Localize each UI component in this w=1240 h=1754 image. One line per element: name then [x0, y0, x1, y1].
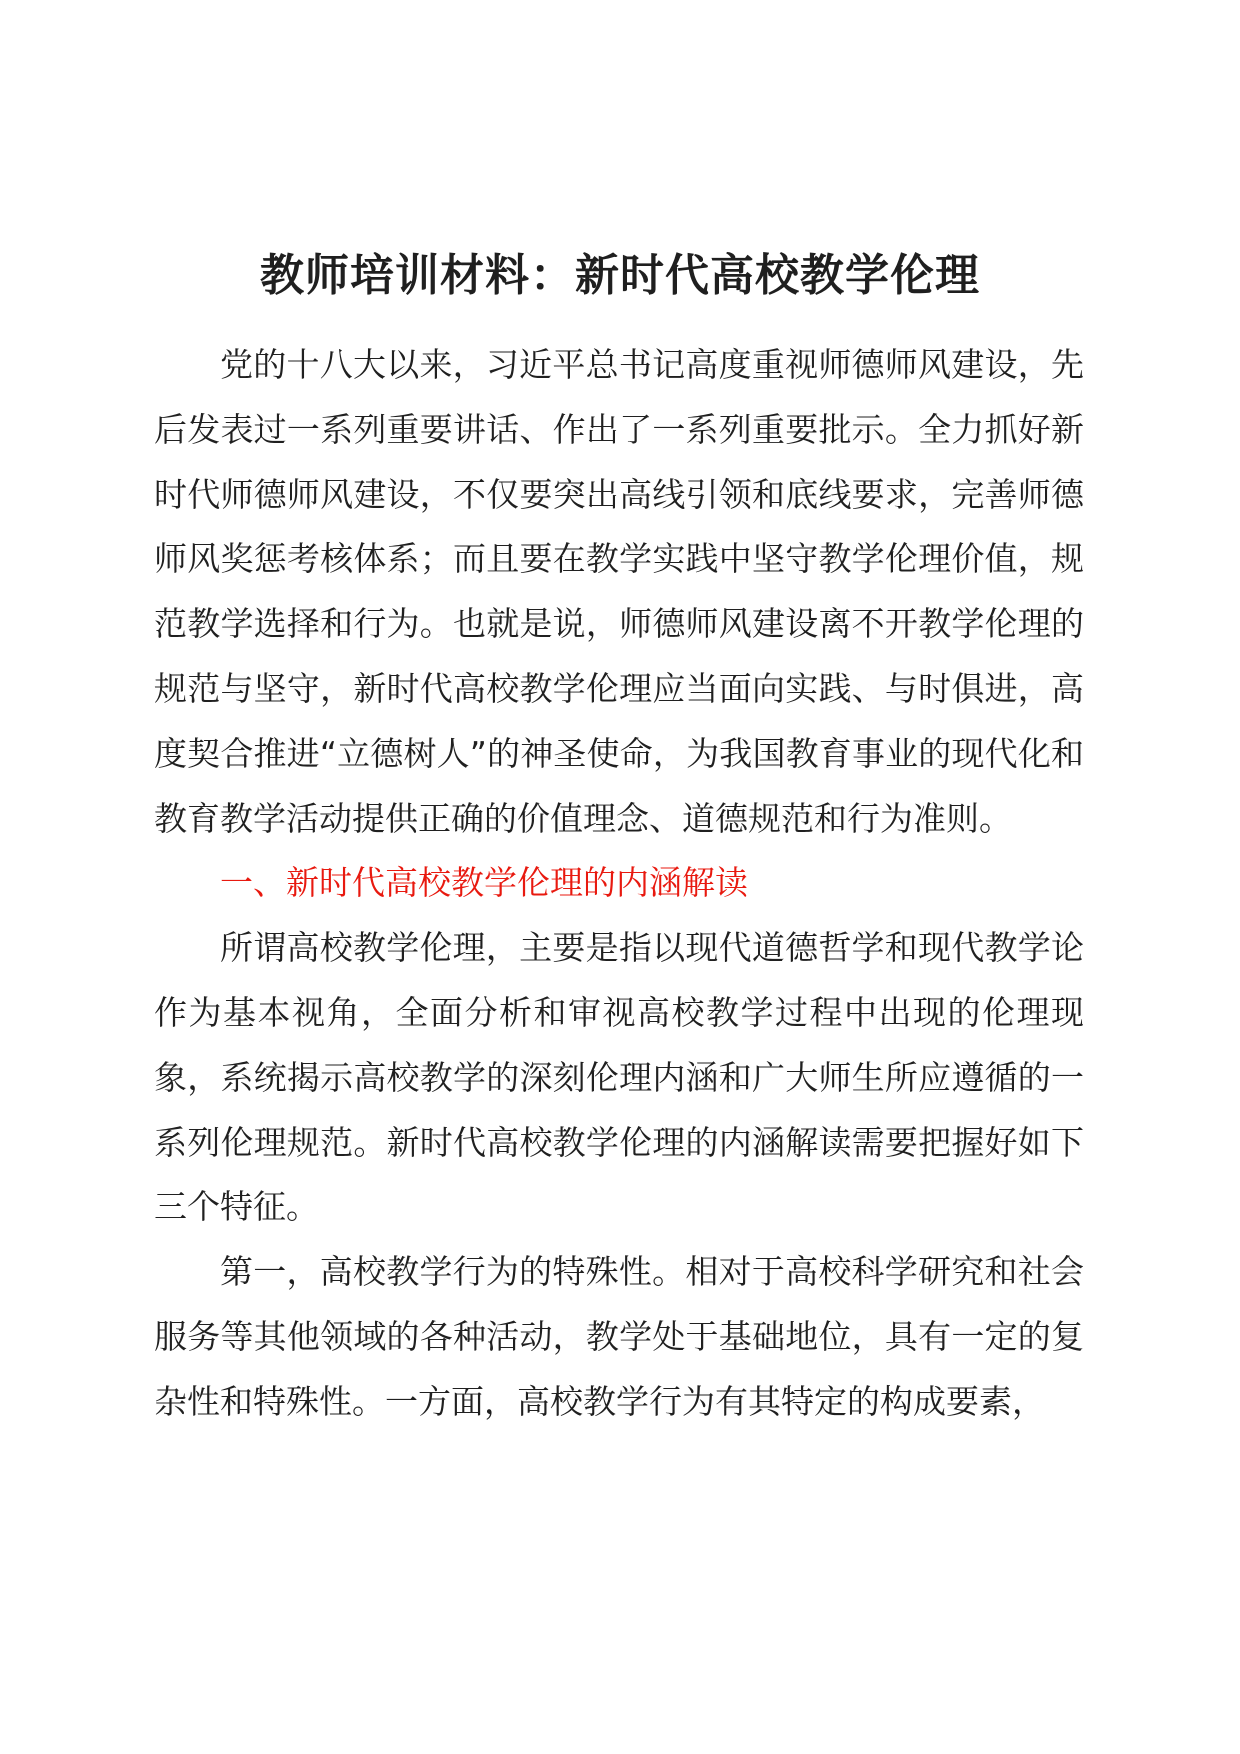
document-body [154, 333, 1084, 1435]
paragraph-intro: 党的十八大以来，习近平总书记高度重视师德师风建设，先后发表过一系列重要讲话、作出了一系列重要批示。全力抓好新时代师德师风建设，不仅要突出高线引领和底线要求，完善师德师风奖惩考核体系；而且要在教学实践中坚守教学伦理价值，规范教学选择和行为。也就是说，师德师风建设离不开教学伦理的规范与坚守，新时代高校教学伦理应当面向实践、与时俱进，高度契合推进“立德树人”的神圣使命，为我国教育事业的现代化和教育教学活动提供正确的价值理念、道德规范和行为准则。 [154, 345, 1084, 838]
paragraph-definition: 所谓高校教学伦理，主要是指以现代道德哲学和现代教学论作为基本视角，全面分析和审视高校教学过程中出现的伦理现象，系统揭示高校教学的深刻伦理内涵和广大师生所应遵循的一系列伦理规范。新时代高校教学伦理的内涵解读需要把握好如下三个特征。 [154, 928, 1084, 1227]
section-heading: 一、新时代高校教学伦理的内涵解读 [220, 863, 748, 903]
paragraph-first-point: 第一，高校教学行为的特殊性。相对于高校科学研究和社会服务等其他领域的各种活动，教学处于基础地位，具有一定的复杂性和特殊性。一方面，高校教学行为有其特定的构成要素， [154, 1252, 1084, 1421]
document-title: 教师培训材料：新时代高校教学伦理 [260, 250, 980, 301]
